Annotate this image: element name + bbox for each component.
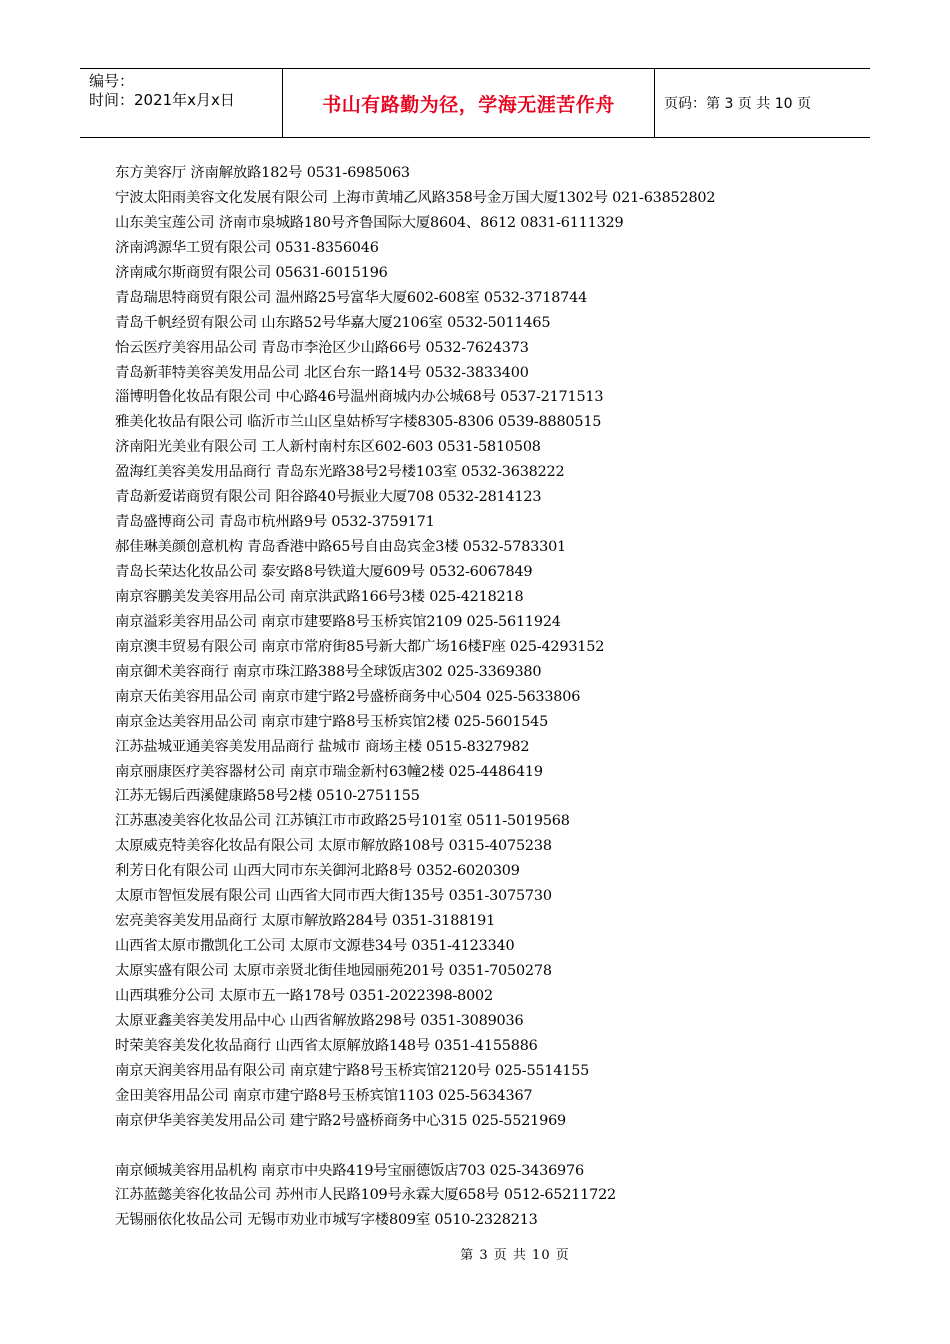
directory-entry: 江苏蓝懿美容化妆品公司 苏州市人民路109号永霖大厦658号 0512-65211722 — [115, 1187, 617, 1204]
directory-entry: 郝佳琳美颜创意机构 青岛香港中路65号自由岛宾金3楼 0532-5783301 — [115, 539, 566, 556]
directory-entry: 青岛新爱诺商贸有限公司 阳谷路40号振业大厦708 0532-2814123 — [115, 489, 542, 506]
header-meta-cell — [80, 69, 282, 137]
directory-entry: 南京天润美容用品有限公司 南京建宁路8号玉桥宾馆2120号 025-5514155 — [115, 1062, 590, 1079]
directory-entry: 雅美化妆品有限公司 临沂市兰山区皇姑桥写字楼8305-8306 0539-8880515 — [115, 414, 602, 431]
directory-entry: 济南鸿源华工贸有限公司 0531-8356046 — [115, 239, 379, 256]
directory-entry: 山西省太原市撒凯化工公司 太原市文源巷34号 0351-4123340 — [115, 938, 515, 955]
directory-entry: 南京伊华美容美发用品公司 建宁路2号盛桥商务中心315 025-5521969 — [115, 1112, 566, 1129]
directory-entry: 盈海红美容美发用品商行 青岛东光路38号2号楼103室 0532-3638222 — [115, 464, 565, 481]
header-motto-cell — [282, 69, 655, 137]
directory-entry: 青岛盛博商公司 青岛市杭州路9号 0532-3759171 — [115, 514, 435, 531]
page-footer: 第 3 页 共 10 页 — [460, 1248, 570, 1263]
directory-entry: 南京天佑美容用品公司 南京市建宁路2号盛桥商务中心504 025-5633806 — [115, 688, 581, 705]
directory-entry: 时荣美容美发化妆品商行 山西省太原解放路148号 0351-4155886 — [115, 1037, 538, 1054]
header-page-code: 页码：第 3 页 共 10 页 — [664, 96, 811, 112]
directory-entry: 青岛瑞思特商贸有限公司 温州路25号富华大厦602-608室 0532-3718744 — [115, 289, 588, 306]
directory-entry: 太原亚鑫美容美发用品中心 山西省解放路298号 0351-3089036 — [115, 1012, 524, 1029]
directory-entry: 江苏无锡后西溪健康路58号2楼 0510-2751155 — [115, 788, 420, 805]
document-number-label: 编号： — [89, 72, 135, 90]
directory-entry: 淄博明鲁化妆品有限公司 中心路46号温州商城内办公城68号 0537-2171513 — [115, 389, 604, 406]
directory-entry: 太原市智恒发展有限公司 山西省大同市西大街135号 0351-3075730 — [115, 888, 552, 905]
directory-entry: 江苏惠凌美容化妆品公司 江苏镇江市市政路25号101室 0511-5019568 — [115, 813, 570, 830]
header-motto: 书山有路勤为径，学海无涯苦作舟 — [322, 94, 615, 116]
directory-entry: 金田美容用品公司 南京市建宁路8号玉桥宾馆1103 025-5634367 — [115, 1087, 533, 1104]
header-page-cell — [654, 69, 870, 137]
directory-entry: 南京溢彩美容用品公司 南京市建要路8号玉桥宾馆2109 025-5611924 — [115, 613, 561, 630]
directory-entry: 南京容鹏美发美容用品公司 南京洪武路166号3楼 025-4218218 — [115, 588, 524, 605]
directory-entry: 青岛千帆经贸有限公司 山东路52号华嘉大厦2106室 0532-5011465 — [115, 314, 551, 331]
directory-entry: 南京澳丰贸易有限公司 南京市常府街85号新大都广场16楼F座 025-4293152 — [115, 638, 605, 655]
directory-entry: 南京御术美容商行 南京市珠江路388号全球饭店302 025-3369380 — [115, 663, 542, 680]
directory-entry: 南京丽康医疗美容器材公司 南京市瑞金新村63幢2楼 025-4486419 — [115, 763, 543, 780]
company-directory-list — [115, 161, 875, 1233]
directory-entry: 青岛新菲特美容美发用品公司 北区台东一路14号 0532-3833400 — [115, 364, 529, 381]
directory-entry: 怡云医疗美容用品公司 青岛市李沧区少山路66号 0532-7624373 — [115, 339, 529, 356]
directory-entry: 济南咸尔斯商贸有限公司 05631-6015196 — [115, 264, 388, 281]
directory-entry: 山东美宝莲公司 济南市泉城路180号齐鲁国际大厦8604、8612 0831-6111329 — [115, 214, 624, 231]
directory-entry: 青岛长荣达化妆品公司 泰安路8号铁道大厦609号 0532-6067849 — [115, 564, 533, 580]
directory-entry: 无锡丽依化妆品公司 无锡市劝业市城写字楼809室 0510-2328213 — [115, 1212, 538, 1229]
directory-entry: 宁波太阳雨美容文化发展有限公司 上海市黄埔乙风路358号金万国大厦1302号 021-63852802 — [115, 189, 716, 206]
directory-entry: 江苏盐城亚通美容美发用品商行 盐城市 商场主楼 0515-8327982 — [115, 738, 530, 755]
directory-entry: 太原威克特美容化妆品有限公司 太原市解放路108号 0315-4075238 — [115, 838, 552, 855]
directory-entry: 南京金达美容用品公司 南京市建宁路8号玉桥宾馆2楼 025-5601545 — [115, 713, 549, 730]
directory-entry: 东方美容厅 济南解放路182号 0531-6985063 — [115, 165, 410, 181]
directory-entry: 山西琪雅分公司 太原市五一路178号 0351-2022398-8002 — [115, 987, 493, 1004]
page-header — [80, 68, 870, 138]
directory-entry: 济南阳光美业有限公司 工人新村南村东区602-603 0531-5810508 — [115, 439, 541, 456]
directory-entry: 利芳日化有限公司 山西大同市东关御河北路8号 0352-6020309 — [115, 863, 520, 880]
directory-entry: 南京倾城美容用品机构 南京市中央路419号宝丽德饭店703 025-3436976 — [115, 1162, 584, 1179]
directory-entry: 太原实盛有限公司 太原市亲贤北街佳地园丽苑201号 0351-7050278 — [115, 963, 552, 979]
document-time-label: 时间：2021年x月x日 — [89, 91, 235, 109]
directory-entry: 宏亮美容美发用品商行 太原市解放路284号 0351-3188191 — [115, 913, 496, 930]
